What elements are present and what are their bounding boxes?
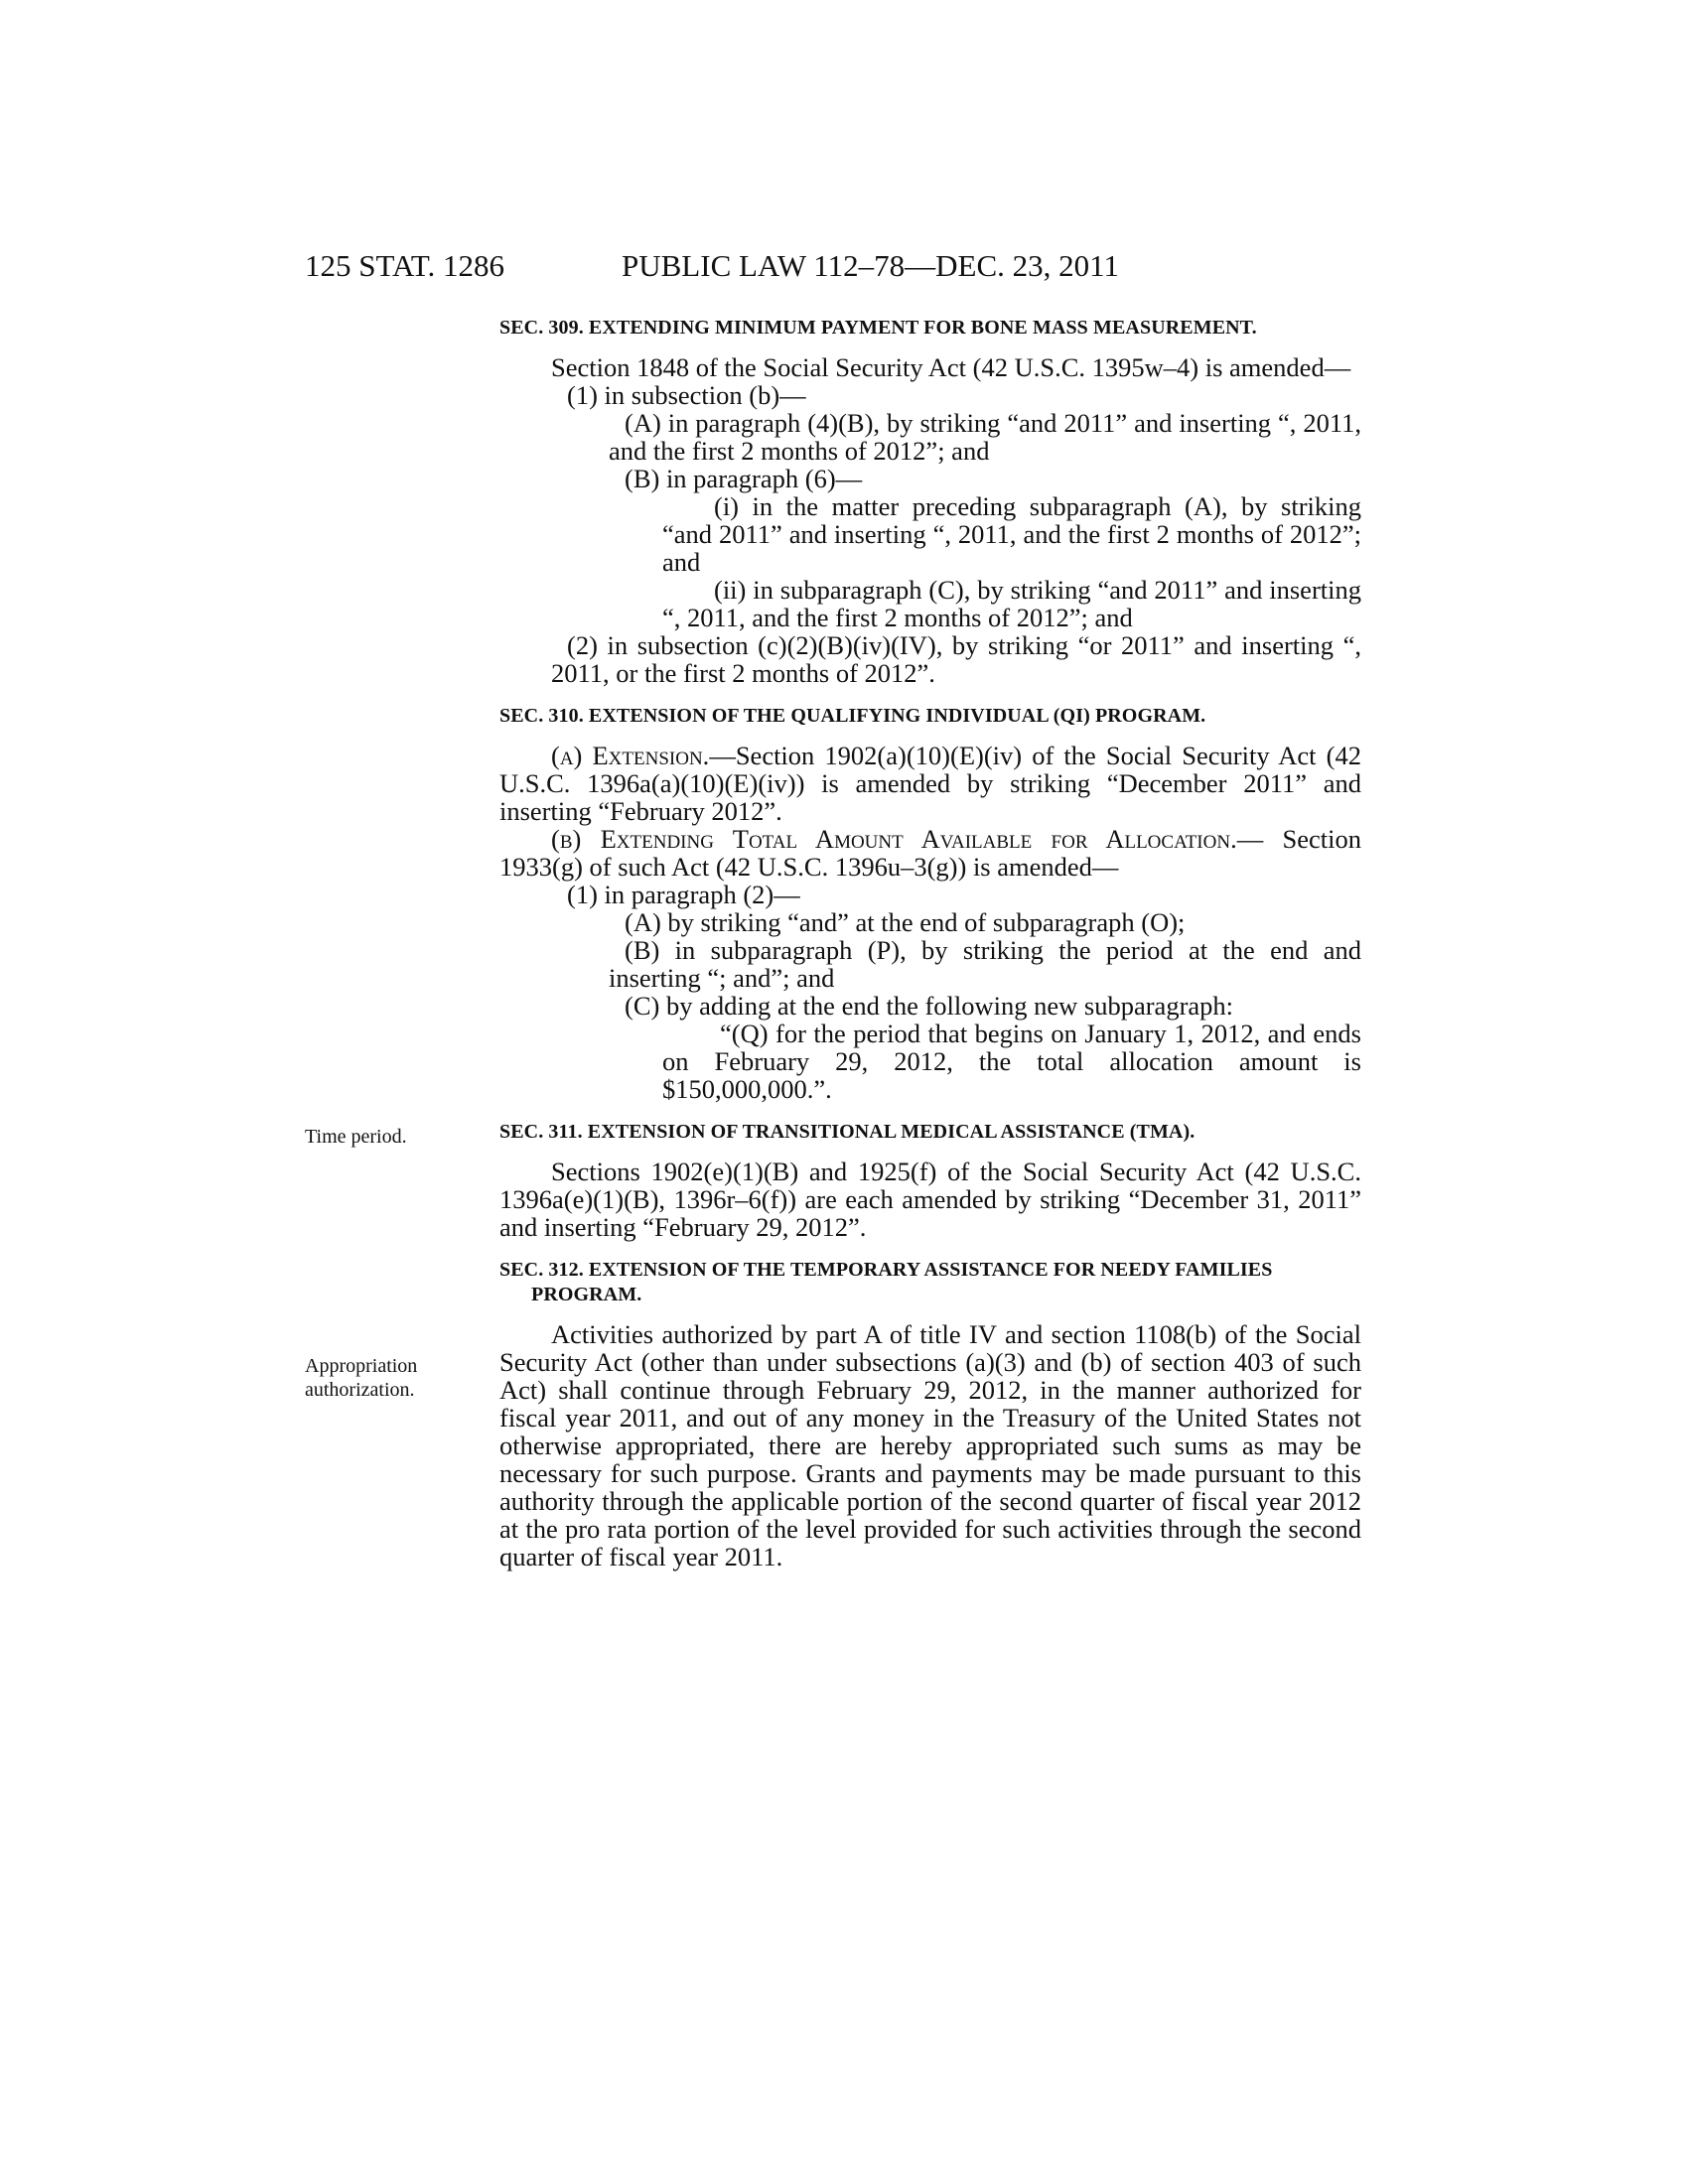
- margin-note-appropriation: Appropriation authorization.: [305, 1355, 418, 1401]
- section-312-text: Activities authorized by part A of title IV and section 1108(b) of the Social Security Act (other than under subsections (a)(3) and (b) of section 403 of such Act) shall continue through February 29, 2012, in the manner authorized for fiscal year 2011, and out of any money in the Treasury of the United States not otherwise appropriated, there are hereby appropriated such sums as may be necessary for such purpose. Grants and payments may be made pursuant to this authority through the applicable portion of the second quarter of fiscal year 2012 at the pro rata portion of the level provided for such activities through the second quarter of fiscal year 2011.: [499, 1319, 1361, 1571]
- section-310-subsection-a: [499, 742, 1361, 825]
- section-309-heading: SEC. 309. EXTENDING MINIMUM PAYMENT FOR BONE MASS MEASUREMENT.: [499, 317, 1257, 339]
- section-312-heading: SEC. 312. EXTENSION OF THE TEMPORARY ASSISTANCE FOR NEEDY FAMILIES PROGRAM.: [499, 1259, 1273, 1305]
- section-311-heading: SEC. 311. EXTENSION OF TRANSITIONAL MEDICAL ASSISTANCE (TMA).: [499, 1121, 1196, 1143]
- section-309-para-1a: (A) in paragraph (4)(B), by striking “and 2011” and inserting “, 2011, and the first 2 months of 2012”; and: [609, 408, 1361, 466]
- section-310-b-label: (b) Extending Total Amount Available for Allocation.: [551, 824, 1237, 854]
- section-309-para-1b-ii: (ii) in subparagraph (C), by striking “and 2011” and inserting “, 2011, and the first 2 months of 2012”; and: [662, 575, 1361, 632]
- section-311-text: Sections 1902(e)(1)(B) and 1925(f) of the Social Security Act (42 U.S.C. 1396a(e)(1)(B), 1396r–6(f)) are each amended by striking “December 31, 2011” and inserting “February 29, 2012”.: [499, 1157, 1361, 1242]
- section-310-para-1: (1) in paragraph (2)—: [567, 880, 800, 909]
- section-310-a-label: (a) Extension.: [551, 741, 710, 770]
- section-310-para-1c: (C) by adding at the end the following new subparagraph:: [625, 991, 1234, 1021]
- section-309-para-1b-i: (i) in the matter preceding subparagraph (A), by striking “and 2011” and inserting “, 2011, and the first 2 months of 2012”; and: [662, 491, 1361, 577]
- section-310-heading: SEC. 310. EXTENSION OF THE QUALIFYING INDIVIDUAL (QI) PROGRAM.: [499, 705, 1206, 727]
- section-310-para-q: “(Q) for the period that begins on January 1, 2012, and ends on February 29, 2012, the total allocation amount is $150,000,000.”.: [662, 1019, 1361, 1104]
- section-309-para-1: (1) in subsection (b)—: [567, 380, 806, 410]
- section-309-para-2: (2) in subsection (c)(2)(B)(iv)(IV), by striking “or 2011” and inserting “, 2011, or the first 2 months of 2012”.: [551, 630, 1361, 688]
- page-header: [0, 246, 1688, 286]
- section-310-b-text: — Section 1933(g) of such Act (42 U.S.C. 1396u–3(g)) is amended—: [499, 824, 1361, 882]
- section-310-subsection-b: [499, 825, 1361, 881]
- public-law-title: PUBLIC LAW 112–78—DEC. 23, 2011: [622, 248, 1119, 283]
- section-310-para-1b: (B) in subparagraph (P), by striking the period at the end and inserting “; and”; and: [609, 935, 1361, 993]
- document-body: [499, 316, 1361, 1570]
- section-310-para-1a: (A) by striking “and” at the end of subparagraph (O);: [625, 907, 1186, 937]
- section-310-a-text: —Section 1902(a)(10)(E)(iv) of the Social Security Act (42 U.S.C. 1396a(a)(10)(E)(iv)) is amended by striking “December 2011” and inserting “February 2012”.: [499, 741, 1361, 826]
- statute-reference: 125 STAT. 1286: [305, 248, 505, 283]
- section-309-intro: Section 1848 of the Social Security Act (42 U.S.C. 1395w–4) is amended—: [551, 352, 1351, 382]
- margin-note-time-period: Time period.: [305, 1126, 407, 1148]
- section-309-para-1b: (B) in paragraph (6)—: [625, 464, 863, 493]
